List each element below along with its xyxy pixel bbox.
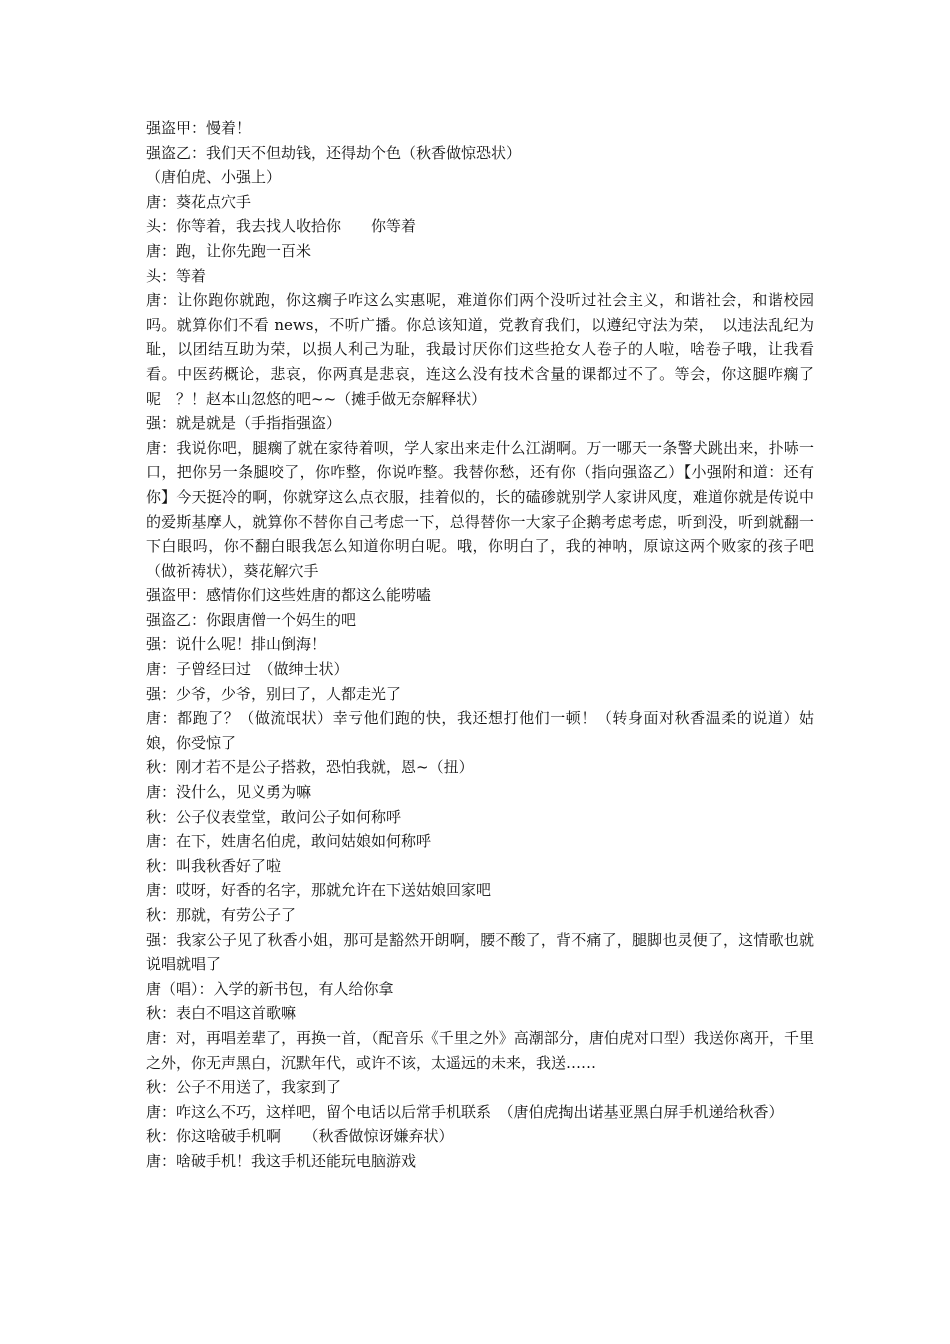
script-line: 唐：对，再唱差辈了，再换一首，（配音乐《千里之外》高潮部分，唐伯虎对口型）我送你离开，千里之外，你无声黑白，沉默年代，或许不该，太遥远的未来，我送…… — [146, 1028, 814, 1072]
script-line: 唐：葵花点穴手 — [146, 192, 252, 211]
script-line: 唐：跑，让你先跑一百米 — [146, 241, 312, 260]
script-line: 头：等着 — [146, 266, 207, 285]
script-line: 秋：公子不用送了，我家到了 — [146, 1078, 342, 1097]
script-line: 强：说什么呢！排山倒海！ — [146, 635, 327, 654]
script-line: 强：我家公子见了秋香小姐，那可是豁然开朗啊，腰不酸了，背不痛了，腿脚也灵便了，这情歌也就说唱就唱了 — [146, 930, 814, 974]
script-line: 唐：都跑了？（做流氓状）幸亏他们跑的快，我还想打他们一顿！（转身面对秋香温柔的说道）姑娘，你受惊了 — [146, 709, 814, 752]
script-line: 秋：你这啥破手机啊 （秋香做惊讶嫌弃状） — [146, 1127, 454, 1146]
script-line: 强：就是就是（手指指强盗） — [146, 414, 342, 433]
script-line: （唐伯虎、小强上） — [146, 168, 282, 187]
script-line: 强盗甲：感情你们这些姓唐的都这么能唠嗑 — [146, 586, 432, 605]
script-line: 唐：在下，姓唐名伯虎，敢问姑娘如何称呼 — [146, 832, 432, 851]
script-line: 强盗乙：你跟唐僧一个妈生的吧 — [146, 610, 357, 629]
script-line: 强盗甲：慢着！ — [146, 119, 252, 137]
script-line: 唐：我说你吧，腿瘸了就在家待着呗，学人家出来走什么江湖啊。万一哪天一条警犬跳出来，扑哧一口，把你另一条腿咬了，你咋整，你说咋整。我替你愁，还有你（指向强盗乙）【小强附和道：还有你】今天挺冷的啊，你就穿这么点衣服，挂着似的，长的磕碜就别学人家讲风度，难道你就是传说中的爱斯基摩人，就算你不替你自己考虑一下，总得替你一大家子企鹅考虑考虑，听到没，听到就翻一下白眼吗，你不翻白眼我怎么知道你明白呢。哦，你明白了，我的神呐，原谅这两个败家的孩子吧（做祈祷状），葵花解穴手 — [146, 438, 814, 580]
script-line: 唐（唱）：入学的新书包，有人给你拿 — [146, 979, 394, 998]
script-line: 唐：让你跑你就跑，你这瘸子咋这么实惠呢，难道你们两个没听过社会主义，和谐社会，和谐校园吗。就算你们不看 news，不听广播。你总该知道，党教育我们，以遵纪守法为荣， 以违法乱纪为耻，以团结互助为荣，以损人利己为耻，我最讨厌你们这些抢女人卷子的人啦，啥卷子哦，让我看看。中医药概论，悲哀，你两真是悲哀，连这么没有技术含量的课都过不了。等会，你这腿咋瘸了呢 ？！赵本山忽悠的吧~~（摊手做无奈解释状） — [146, 291, 814, 408]
script-line: 唐：啥破手机！我这手机还能玩电脑游戏 — [146, 1151, 417, 1170]
script-line: 秋：刚才若不是公子搭救，恐怕我就，恩~（扭） — [146, 758, 474, 777]
script-line: 秋：公子仪表堂堂，敢问公子如何称呼 — [146, 807, 402, 826]
script-line: 秋：表白不唱这首歌嘛 — [146, 1004, 297, 1023]
script-line: 唐：咋这么不巧，这样吧，留个电话以后常手机联系 （唐伯虎掏出诺基亚黑白屏手机递给秋香） — [146, 1102, 784, 1121]
script-line: 唐：没什么，见义勇为嘛 — [146, 783, 312, 802]
script-line: 秋：叫我秋香好了啦 — [146, 856, 282, 875]
script-line: 唐：子曾经曰过 （做绅士状） — [146, 660, 349, 679]
script-line: 秋：那就，有劳公子了 — [146, 906, 297, 924]
script-line: 唐：哎呀，好香的名字，那就允许在下送姑娘回家吧 — [146, 881, 492, 900]
script-line: 强：少爷，少爷，别曰了，人都走光了 — [146, 684, 402, 703]
script-line: 头：你等着，我去找人收拾你 你等着 — [146, 217, 417, 236]
document-page — [146, 116, 814, 1174]
script-line: 强盗乙：我们天不但劫钱，还得劫个色（秋香做惊恐状） — [146, 143, 522, 162]
